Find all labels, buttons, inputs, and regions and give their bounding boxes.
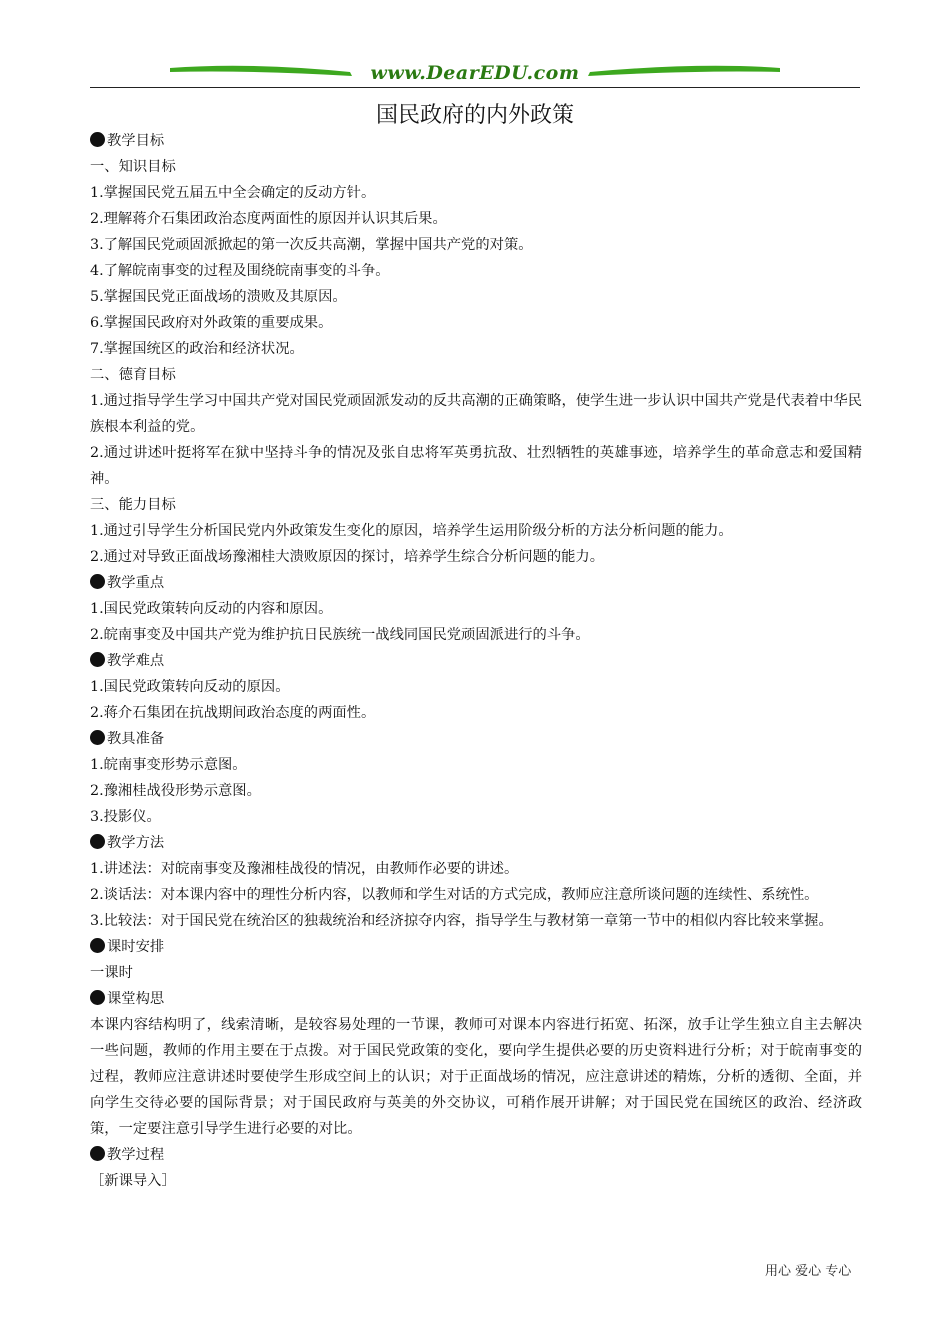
body-paragraph: 3.比较法：对于国民党在统治区的独裁统治和经济掠夺内容，指导学生与教材第一章第一节中的相似内容比较来掌握。	[90, 913, 833, 929]
document-title: 国民政府的内外政策	[375, 103, 574, 128]
body-line: 1.讲述法：对皖南事变及豫湘桂战役的情况，由教师作必要的讲述。	[90, 861, 519, 877]
section-heading-text: 教学过程	[107, 1147, 165, 1163]
section-heading	[90, 128, 862, 154]
section-heading	[90, 986, 862, 1012]
body-line: 3.投影仪。	[90, 809, 161, 825]
section-heading	[90, 1142, 862, 1168]
body-line: 6.掌握国民政府对外政策的重要成果。	[90, 315, 333, 331]
section-heading-text: 教具准备	[107, 731, 165, 747]
bullet-icon	[90, 730, 105, 745]
section-heading	[90, 934, 862, 960]
bullet-icon	[90, 1146, 105, 1161]
body-line: 5.掌握国民党正面战场的溃败及其原因。	[90, 289, 347, 305]
body-line: 一、知识目标	[90, 159, 176, 175]
body-line: 1.掌握国民党五届五中全会确定的反动方针。	[90, 185, 376, 201]
section-heading-text: 教学重点	[107, 575, 165, 591]
body-line: 2.皖南事变及中国共产党为维护抗日民族统一战线同国民党顽固派进行的斗争。	[90, 627, 590, 643]
header-divider	[90, 87, 860, 88]
bullet-icon	[90, 574, 105, 589]
body-line: 3.了解国民党顽固派掀起的第一次反共高潮，掌握中国共产党的对策。	[90, 237, 533, 253]
body-line: 1.国民党政策转向反动的原因。	[90, 679, 290, 695]
body-line: 二、德育目标	[90, 367, 176, 383]
body-line: 2.蒋介石集团在抗战期间政治态度的两面性。	[90, 705, 376, 721]
document-body	[90, 128, 862, 1194]
body-line: 一课时	[90, 965, 133, 981]
section-heading-text: 教学目标	[107, 133, 165, 149]
bullet-icon	[90, 834, 105, 849]
body-line: 7.掌握国统区的政治和经济状况。	[90, 341, 304, 357]
bullet-icon	[90, 652, 105, 667]
body-line: 1.国民党政策转向反动的内容和原因。	[90, 601, 333, 617]
bullet-icon	[90, 132, 105, 147]
section-heading	[90, 830, 862, 856]
bullet-icon	[90, 938, 105, 953]
site-header	[90, 58, 860, 90]
body-paragraph: 2.通过讲述叶挺将军在狱中坚持斗争的情况及张自忠将军英勇抗敌、壮烈牺牲的英雄事迹，培养学生的革命意志和爱国精神。	[90, 445, 862, 487]
body-paragraph: 1.通过指导学生学习中国共产党对国民党顽固派发动的反共高潮的正确策略，使学生进一步认识中国共产党是代表着中华民族根本利益的党。	[90, 393, 862, 435]
footer-slogan: 用心 爱心 专心	[765, 1264, 852, 1279]
section-heading	[90, 726, 862, 752]
body-line: 2.豫湘桂战役形势示意图。	[90, 783, 261, 799]
body-line: ［新课导入］	[90, 1173, 176, 1189]
body-line: 4.了解皖南事变的过程及围绕皖南事变的斗争。	[90, 263, 390, 279]
section-heading-text: 课时安排	[107, 939, 165, 955]
section-heading-text: 教学方法	[107, 835, 165, 851]
body-line: 2.通过对导致正面战场豫湘桂大溃败原因的探讨，培养学生综合分析问题的能力。	[90, 549, 605, 565]
section-heading-text: 课堂构思	[107, 991, 165, 1007]
site-logo[interactable]: www.DearEDU.com	[370, 62, 580, 84]
section-heading	[90, 570, 862, 596]
body-line: 2.理解蒋介石集团政治态度两面性的原因并认识其后果。	[90, 211, 447, 227]
body-line: 1.通过引导学生分析国民党内外政策发生变化的原因，培养学生运用阶级分析的方法分析问题的能力。	[90, 523, 733, 539]
bullet-icon	[90, 990, 105, 1005]
body-line: 三、能力目标	[90, 497, 176, 513]
section-heading	[90, 648, 862, 674]
body-line: 1.皖南事变形势示意图。	[90, 757, 247, 773]
section-heading-text: 教学难点	[107, 653, 165, 669]
body-paragraph: 2.谈话法：对本课内容中的理性分析内容，以教师和学生对话的方式完成，教师应注意所谈问题的连续性、系统性。	[90, 887, 819, 903]
body-paragraph: 本课内容结构明了，线索清晰，是较容易处理的一节课，教师可对课本内容进行拓宽、拓深，放手让学生独立自主去解决一些问题，教师的作用主要在于点拨。对于国民党政策的变化，要向学生提供必要的历史资料进行分析；对于皖南事变的过程，教师应注意讲述时要使学生形成空间上的认识；对于正面战场的情况，应注意讲述的精炼，分析的透彻、全面，并向学生交待必要的国际背景；对于国民政府与英美的外交协议，可稍作展开讲解；对于国民党在国统区的政治、经济政策，一定要注意引导学生进行必要的对比。	[90, 1017, 862, 1137]
